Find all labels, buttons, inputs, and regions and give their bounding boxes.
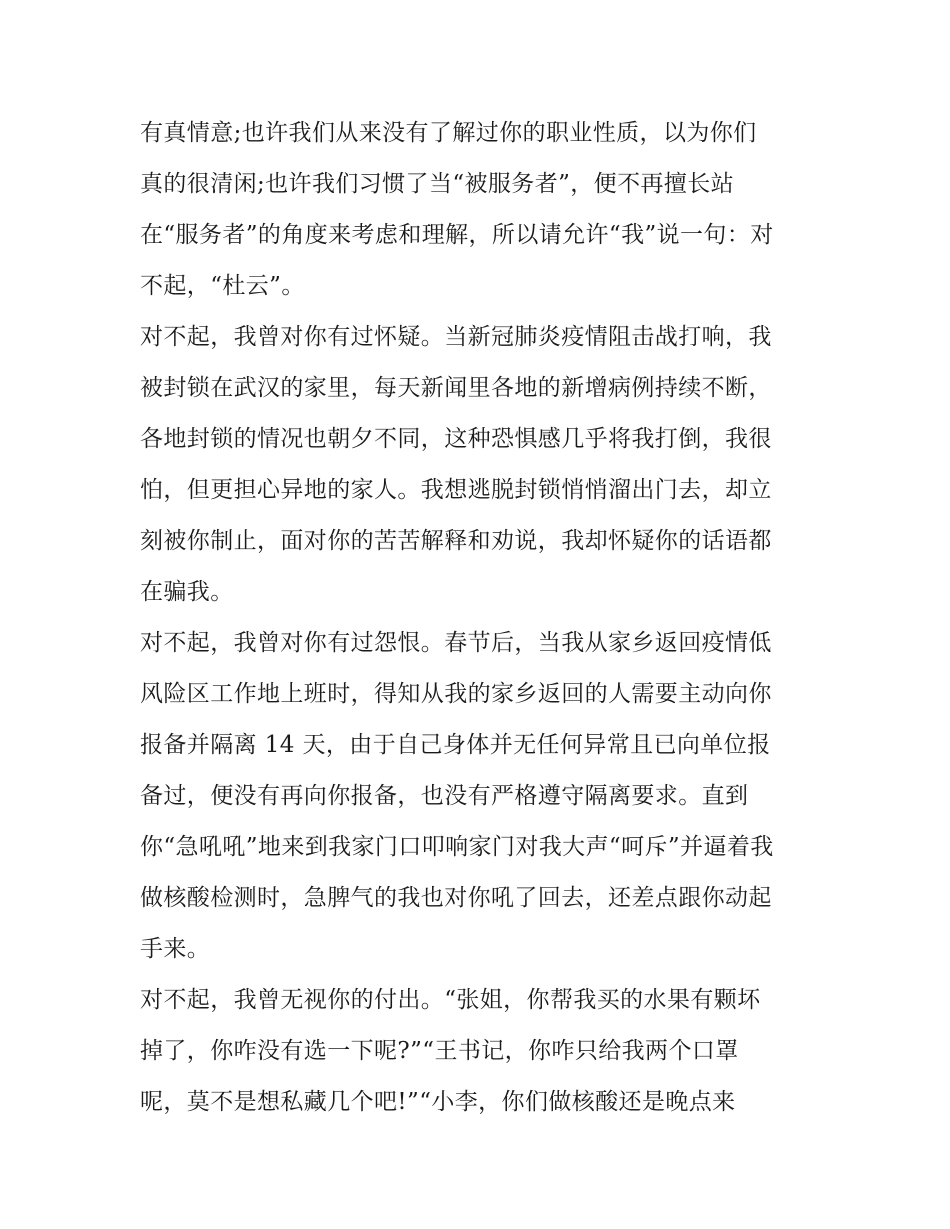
- text-line: 对不起，我曾无视你的付出。“张姐，你帮我买的水果有颗坏: [140, 987, 761, 1013]
- text-line: 不起，“杜云”。: [140, 273, 305, 299]
- text-line: 被封锁在武汉的家里，每天新闻里各地的新增病例持续不断，: [140, 375, 772, 401]
- text-line: 对不起，我曾对你有过怨恨。春节后，当我从家乡返回疫情低: [140, 630, 772, 656]
- text-line: 你“急吼吼”地来到我家门口叩响家门对我大声“呵斥”并逼着我: [140, 834, 774, 860]
- text-line: 真的很清闲;也许我们习惯了当“被服务者”，便不再擅长站: [140, 171, 735, 197]
- text-line: 在骗我。: [140, 579, 234, 605]
- text-line: 呢，莫不是想私藏几个吧!”“小李，你们做核酸还是晚点来: [140, 1089, 736, 1115]
- text-line: 怕，但更担心异地的家人。我想逃脱封锁悄悄溜出门去，却立: [140, 477, 772, 503]
- body-text: [140, 108, 830, 1128]
- text-line: 报备并隔离 14 天，由于自己身体并无任何异常且已向单位报: [140, 732, 771, 758]
- text-line: 刻被你制止，面对你的苦苦解释和劝说，我却怀疑你的话语都: [140, 528, 772, 554]
- text-line: 在“服务者”的角度来考虑和理解，所以请允许“我”说一句：对: [140, 222, 774, 248]
- text-line: 风险区工作地上班时，得知从我的家乡返回的人需要主动向你: [140, 681, 772, 707]
- text-line: 对不起，我曾对你有过怀疑。当新冠肺炎疫情阻击战打响，我: [140, 324, 772, 350]
- text-line: 有真情意;也许我们从来没有了解过你的职业性质，以为你们: [140, 120, 757, 146]
- text-line: 做核酸检测时，急脾气的我也对你吼了回去，还差点跟你动起: [140, 885, 772, 911]
- text-line: 掉了，你咋没有选一下呢?”“王书记，你咋只给我两个口罩: [140, 1038, 739, 1064]
- text-line: 备过，便没有再向你报备，也没有严格遵守隔离要求。直到: [140, 783, 749, 809]
- text-line: 各地封锁的情况也朝夕不同，这种恐惧感几乎将我打倒，我很: [140, 426, 772, 452]
- text-line: 手来。: [140, 936, 211, 962]
